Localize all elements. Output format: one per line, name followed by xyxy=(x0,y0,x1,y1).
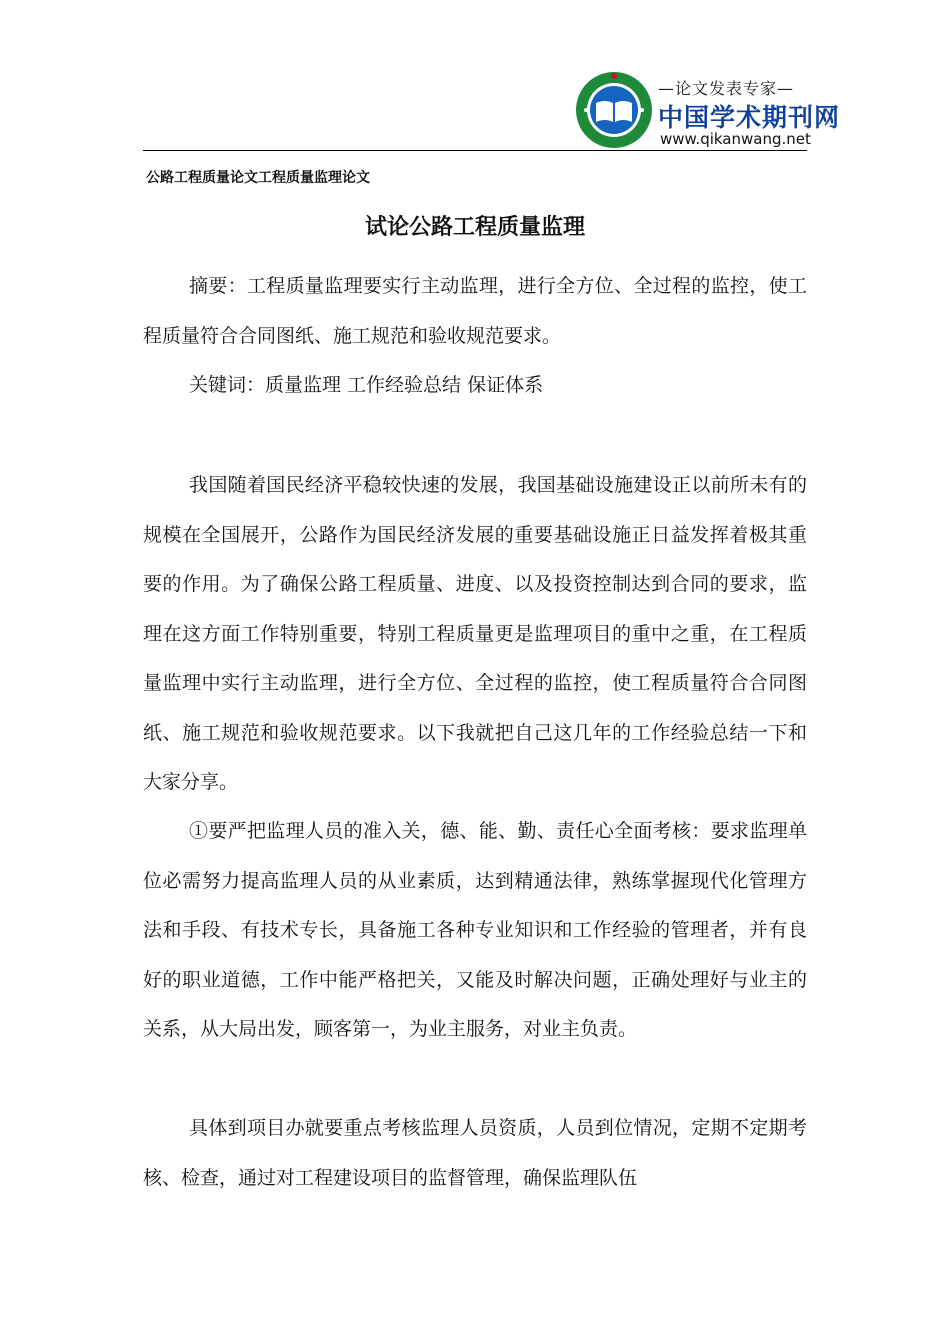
logo-seal-icon xyxy=(574,70,654,150)
body-paragraph: 我国随着国民经济平稳较快速的发展，我国基础设施建设正以前所未有的规模在全国展开，公路作为国民经济发展的重要基础设施正日益发挥着极其重要的作用。为了确保公路工程质量、进度、以及投资控制达到合同的要求，监理在这方面工作特别重要，特别工程质量更是监理项目的重中之重，在工程质量监理中实行主动监理，进行全方位、全过程的监控，使工程质量符合合同图纸、施工规范和验收规范要求。以下我就把自己这几年的工作经验总结一下和大家分享。 xyxy=(143,474,807,793)
body-paragraph: ①要严把监理人员的准入关，德、能、勤、责任心全面考核：要求监理单位必需努力提高监理人员的从业素质，达到精通法律，熟练掌握现代化管理方法和手段、有技术专长，具备施工各种专业知识和工作经验的管理者，并有良好的职业道德，工作中能严格把关，又能及时解决问题，正确处理好与业主的关系，从大局出发，顾客第一，为业主服务，对业主负责。 xyxy=(143,820,807,1040)
header-caption: 公路工程质量论文工程质量监理论文 xyxy=(146,170,370,186)
keywords-line: 关键词：质量监理 工作经验总结 保证体系 xyxy=(189,374,544,396)
logo-name: 中国学术期刊网 xyxy=(658,103,841,132)
logo-url: www.qikanwang.net xyxy=(660,130,811,148)
document-title: 试论公路工程质量监理 xyxy=(364,215,585,240)
logo-slogan: —论文发表专家— xyxy=(658,79,795,98)
journal-logo xyxy=(574,70,841,150)
body-paragraph: 具体到项目办就要重点考核监理人员资质，人员到位情况，定期不定期考核、检查，通过对工程建设项目的监督管理，确保监理队伍 xyxy=(143,1117,807,1189)
header-divider xyxy=(143,150,807,151)
abstract-paragraph: 摘要：工程质量监理要实行主动监理，进行全方位、全过程的监控，使工程质量符合合同图纸、施工规范和验收规范要求。 xyxy=(143,275,807,347)
